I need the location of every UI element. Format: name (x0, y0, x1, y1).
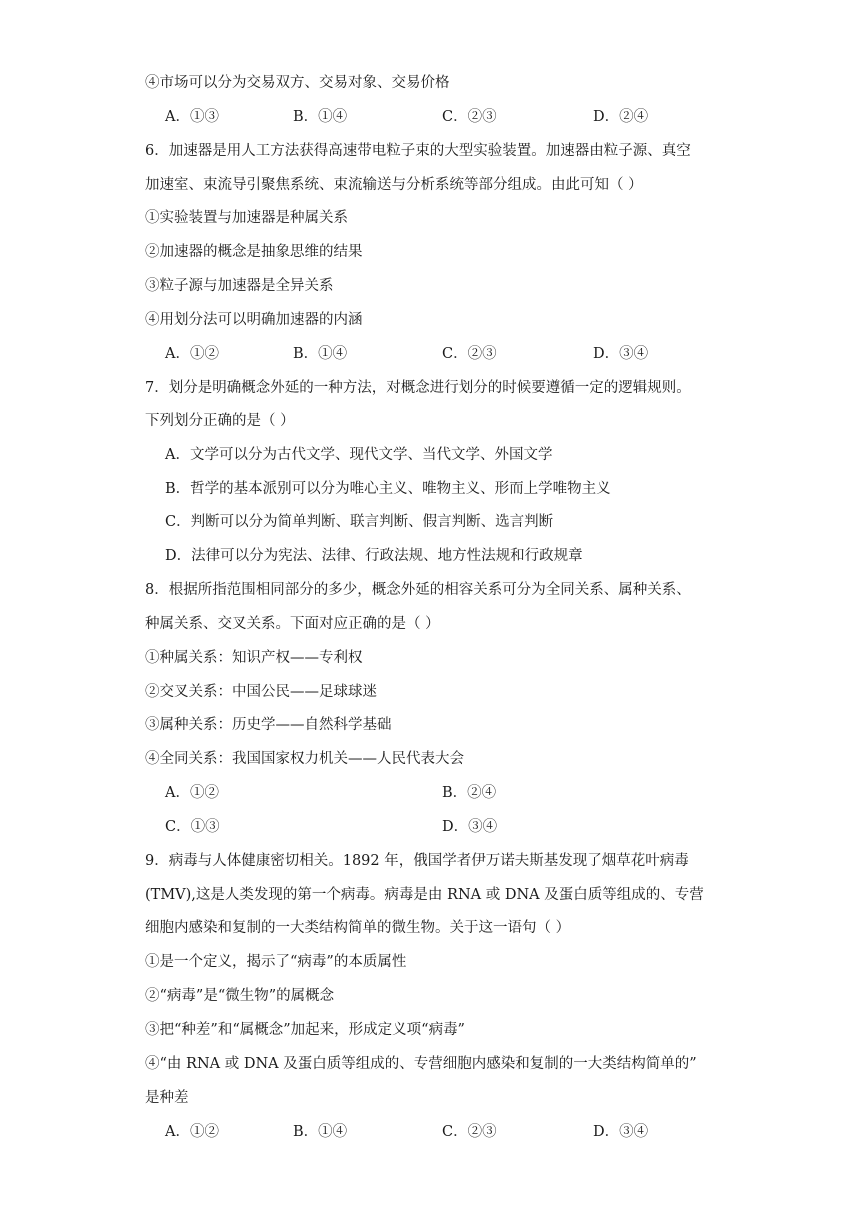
q8-option-d[interactable]: D．③④ (442, 819, 498, 835)
q8-item-2: ②交叉关系：中国公民——足球球迷 (145, 684, 377, 700)
q6-option-a[interactable]: A．①② (165, 346, 219, 362)
q5-option-c[interactable]: C．②③ (442, 109, 497, 125)
q8-option-a[interactable]: A．①② (165, 785, 219, 801)
q8-item-4: ④全同关系：我国国家权力机关——人民代表大会 (145, 751, 464, 767)
q9-item-3: ③把“种差”和“属概念”加起来，形成定义项“病毒” (145, 1022, 465, 1038)
q7-stem-line-2: 下列划分正确的是（ ） (145, 413, 295, 429)
q6-item-4: ④用划分法可以明确加速器的内涵 (145, 312, 363, 328)
q6-option-b[interactable]: B．①④ (293, 346, 348, 362)
q7-stem-line-1: 7．划分是明确概念外延的一种方法，对概念进行划分的时候要遵循一定的逻辑规则。 (145, 380, 691, 396)
q6-option-c[interactable]: C．②③ (442, 346, 497, 362)
q9-item-4-continued: 是种差 (145, 1090, 189, 1106)
q9-option-a[interactable]: A．①② (165, 1124, 219, 1140)
q6-item-2: ②加速器的概念是抽象思维的结果 (145, 244, 363, 260)
q8-option-c[interactable]: C．①③ (165, 819, 220, 835)
q6-stem-line-2: 加速室、束流导引聚焦系统、束流输送与分析系统等部分组成。由此可知（ ） (145, 177, 643, 193)
q7-option-b[interactable]: B．哲学的基本派别可以分为唯心主义、唯物主义、形而上学唯物主义 (165, 481, 611, 497)
q8-option-b[interactable]: B．②④ (442, 785, 497, 801)
q9-option-b[interactable]: B．①④ (293, 1124, 348, 1140)
q9-stem-line-1: 9．病毒与人体健康密切相关。1892 年，俄国学者伊万诺夫斯基发现了烟草花叶病毒 (145, 853, 689, 869)
q8-stem-line-1: 8．根据所指范围相同部分的多少，概念外延的相容关系可分为全同关系、属种关系、 (145, 582, 691, 598)
q7-option-a[interactable]: A．文学可以分为古代文学、现代文学、当代文学、外国文学 (165, 447, 553, 463)
q6-stem-line-1: 6．加速器是用人工方法获得高速带电粒子束的大型实验装置。加速器由粒子源、真空 (145, 143, 691, 159)
q9-item-2: ②“病毒”是“微生物”的属概念 (145, 988, 335, 1004)
q5-option-d[interactable]: D．②④ (593, 109, 649, 125)
q5-option-a[interactable]: A．①③ (165, 109, 219, 125)
q5-option-b[interactable]: B．①④ (293, 109, 348, 125)
q9-stem-line-3: 细胞内感染和复制的一大类结构简单的微生物。关于这一语句（ ） (145, 920, 571, 936)
q8-item-1: ①种属关系：知识产权——专利权 (145, 650, 363, 666)
q9-stem-line-2: (TMV),这是人类发现的第一个病毒。病毒是由 RNA 或 DNA 及蛋白质等组成的、专营 (145, 887, 704, 903)
q9-item-4: ④“由 RNA 或 DNA 及蛋白质等组成的、专营细胞内感染和复制的一大类结构简单的” (145, 1056, 697, 1072)
q5-item-4: ④市场可以分为交易双方、交易对象、交易价格 (145, 75, 450, 91)
q8-stem-line-2: 种属关系、交叉关系。下面对应正确的是（ ） (145, 616, 440, 632)
q7-option-c[interactable]: C．判断可以分为简单判断、联言判断、假言判断、选言判断 (165, 514, 554, 530)
q6-item-1: ①实验装置与加速器是种属关系 (145, 210, 348, 226)
q9-option-c[interactable]: C．②③ (442, 1124, 497, 1140)
q8-item-3: ③属种关系：历史学——自然科学基础 (145, 717, 392, 733)
q6-option-d[interactable]: D．③④ (593, 346, 649, 362)
q6-item-3: ③粒子源与加速器是全异关系 (145, 278, 334, 294)
q7-option-d[interactable]: D．法律可以分为宪法、法律、行政法规、地方性法规和行政规章 (165, 548, 583, 564)
q9-item-1: ①是一个定义，揭示了“病毒”的本质属性 (145, 954, 407, 970)
q9-option-d[interactable]: D．③④ (593, 1124, 649, 1140)
